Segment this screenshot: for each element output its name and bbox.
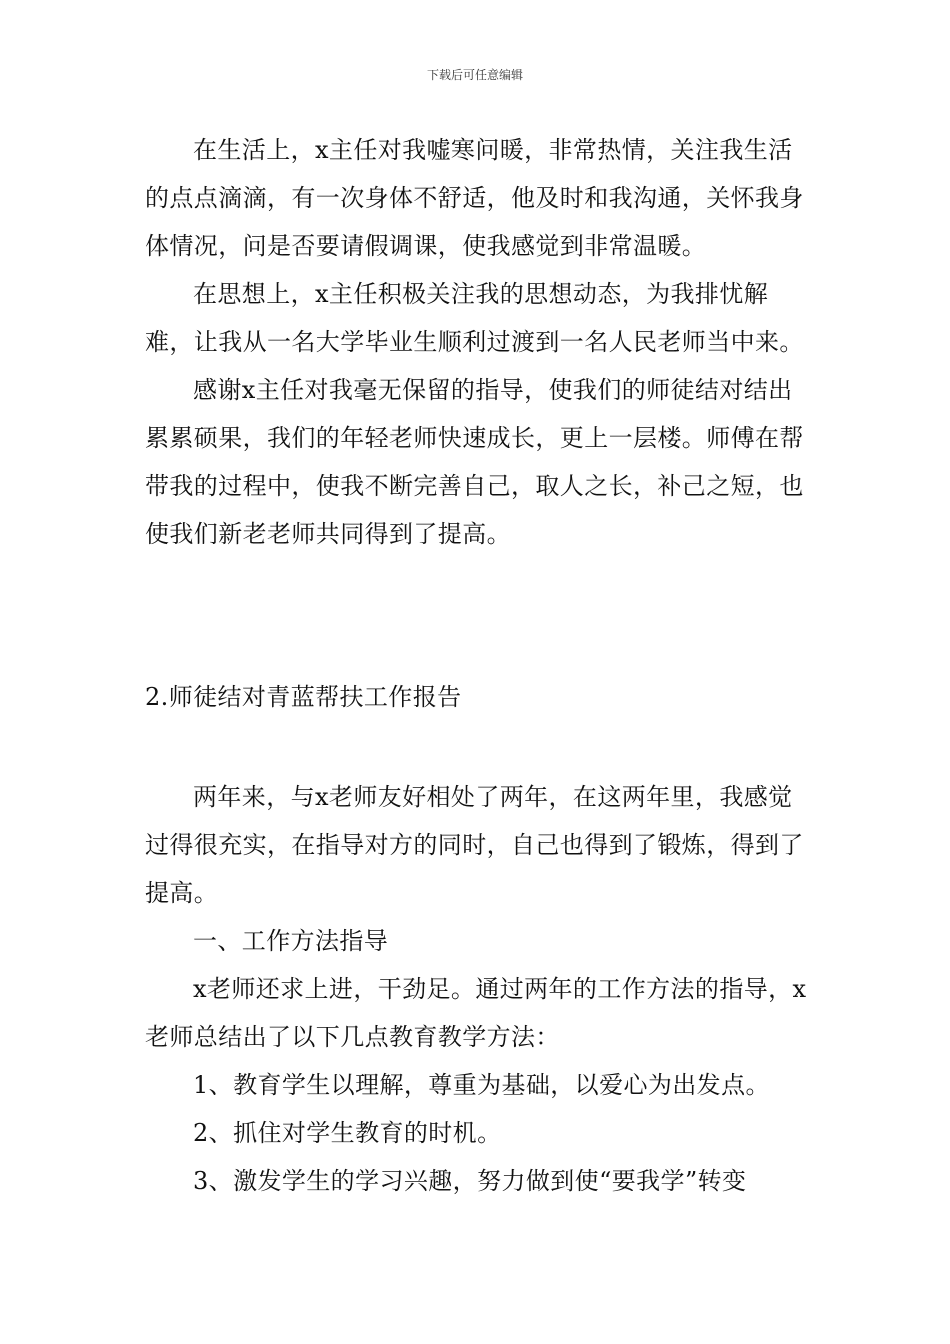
section-2-heading-block	[145, 673, 810, 721]
header-note: 下载后可任意编辑	[426, 68, 523, 82]
paragraph-method-summary: x老师还求上进，干劲足。通过两年的工作方法的指导，x老师总结出了以下几点教育教学方法：	[145, 975, 807, 1051]
section-2-body	[145, 773, 810, 1205]
section-1-body	[145, 126, 810, 558]
paragraph-thanks: 感谢x主任对我毫无保留的指导，使我们的师徒结对结出累累硕果，我们的年轻老师快速成长，更上一层楼。师傅在帮带我的过程中，使我不断完善自己，取人之长，补己之短，也使我们新老老师共同得到了提高。	[145, 376, 804, 548]
list-item-2: 2、抓住对学生教育的时机。	[193, 1119, 502, 1147]
list-item-3: 3、激发学生的学习兴趣，努力做到使“要我学”转变	[193, 1167, 747, 1195]
paragraph-intro: 两年来，与x老师友好相处了两年，在这两年里，我感觉过得很充实，在指导对方的同时，自己也得到了锻炼，得到了提高。	[145, 783, 804, 907]
list-item-1: 1、教育学生以理解，尊重为基础，以爱心为出发点。	[193, 1071, 770, 1099]
paragraph-life: 在生活上，x主任对我嘘寒问暖，非常热情，关注我生活的点点滴滴，有一次身体不舒适，他及时和我沟通，关怀我身体情况，问是否要请假调课，使我感觉到非常温暖。	[145, 136, 804, 260]
subheading-work-method: 一、工作方法指导	[193, 927, 389, 955]
paragraph-thought: 在思想上，x主任积极关注我的思想动态，为我排忧解难，让我从一名大学毕业生顺利过渡到一名人民老师当中来。	[145, 280, 804, 356]
section-title: 2.师徒结对青蓝帮扶工作报告	[145, 683, 462, 711]
